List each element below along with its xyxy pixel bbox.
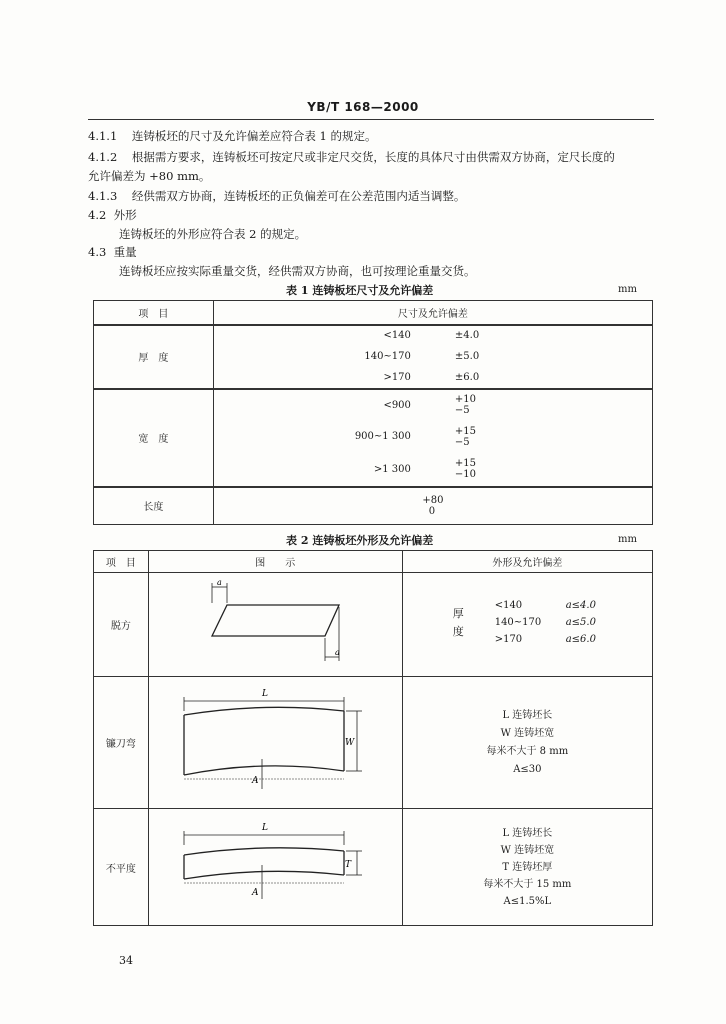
table-cell: 140~170 <box>213 346 433 367</box>
camber-tolerance-cell <box>402 677 652 809</box>
clause-text: 重量 <box>113 245 137 259</box>
row-name-flatness: 不平度 <box>94 809 149 926</box>
clause-text: 经供需双方协商，连铸板坯的正负偏差可在公差范围内适当调整。 <box>131 189 466 203</box>
table-row <box>94 809 653 926</box>
note-text: 每米不大于 8 mm <box>486 745 569 757</box>
note-text: A≤1.5%L <box>503 895 552 907</box>
table-cell: >170 <box>213 367 433 389</box>
table-cell <box>433 421 653 453</box>
table-cell: ±4.0 <box>433 325 653 346</box>
tolerance-minus: −5 <box>454 405 470 416</box>
note-text: W 连铸坯宽 <box>500 844 555 856</box>
label-W: W <box>344 738 354 748</box>
table1-header-row <box>94 301 653 325</box>
note-text: 每米不大于 15 mm <box>483 878 572 890</box>
table-cell <box>433 453 653 487</box>
flatness-notes <box>403 825 652 910</box>
table2-col-diagram: 图 示 <box>148 551 402 573</box>
range-text: <140 <box>494 600 523 611</box>
table2 <box>93 550 653 926</box>
para-4-1-2 <box>88 148 615 166</box>
table2-caption: 表 2 连铸板坯外形及允许偏差 <box>286 534 434 547</box>
table-cell: 900~1 300 <box>213 421 433 453</box>
rhomboidity-diagram-cell <box>148 573 402 677</box>
tolerance-minus: 0 <box>428 505 436 517</box>
table-cell: ±5.0 <box>433 346 653 367</box>
tolerance-minus: −10 <box>454 469 477 480</box>
note-text: A≤30 <box>513 763 542 775</box>
rhomboidity-ranges <box>495 597 542 648</box>
para-4-1-3 <box>88 187 465 205</box>
label-A: A <box>251 888 259 898</box>
table-cell <box>433 389 653 421</box>
tolerance-plus: +10 <box>454 394 477 405</box>
camber-diagram <box>149 677 402 805</box>
table1-caption: 表 1 连铸板坯尺寸及允许偏差 <box>286 284 434 297</box>
table2-header-row <box>94 551 653 573</box>
table-cell <box>213 487 652 525</box>
header-rule <box>88 119 654 120</box>
table2-col-item: 项 目 <box>94 551 149 573</box>
para-4-2 <box>119 225 306 243</box>
flatness-diagram-cell <box>148 809 402 926</box>
table-row <box>94 325 653 346</box>
table-cell: ±6.0 <box>433 367 653 389</box>
table-cell: <140 <box>213 325 433 346</box>
label-T: T <box>344 860 351 870</box>
clause-number: 4.3 <box>88 245 107 259</box>
flatness-tolerance-cell <box>402 809 652 926</box>
table-row <box>94 487 653 525</box>
range-text: >170 <box>494 634 523 645</box>
para-4-3 <box>119 262 476 280</box>
limit-text: a≤4.0 <box>565 600 596 611</box>
para-4-1-1 <box>88 127 377 145</box>
note-text: T 连铸坯厚 <box>502 861 553 873</box>
width-label: 宽 度 <box>94 389 214 487</box>
camber-notes <box>403 707 652 779</box>
clause-text: 连铸板坯的尺寸及允许偏差应符合表 1 的规定。 <box>131 129 377 143</box>
rhomboidity-tolerance-cell <box>402 573 652 677</box>
label-a-bottom: a <box>334 648 340 657</box>
table1-col-item: 项 目 <box>94 301 214 325</box>
label-A: A <box>251 776 259 786</box>
table2-col-tolerance: 外形及允许偏差 <box>402 551 652 573</box>
limit-text: a≤6.0 <box>565 634 596 645</box>
label-L: L <box>261 689 268 699</box>
camber-diagram-cell <box>148 677 402 809</box>
label-L: L <box>261 823 268 833</box>
table-row <box>94 677 653 809</box>
thickness-side-label: 厚度 <box>452 607 464 638</box>
clause-number: 4.2 <box>88 208 107 222</box>
clause-text: 连铸板坯的外形应符合表 2 的规定。 <box>119 227 307 241</box>
clause-number: 4.1.3 <box>88 189 118 203</box>
rhomboidity-limits <box>566 597 596 648</box>
clause-text: 外形 <box>113 208 137 222</box>
table-cell: <900 <box>213 389 433 421</box>
table2-unit: mm <box>618 534 637 545</box>
clause-text: 根据需方要求，连铸板坯可按定尺或非定尺交货，长度的具体尺寸由供需双方协商，定尺长度的 <box>131 150 615 164</box>
note-text: W 连铸坯宽 <box>500 727 555 739</box>
document-header: YB/T 168—2000 <box>307 100 419 114</box>
para-4-1-2-cont <box>88 167 210 185</box>
label-a-top: a <box>216 578 222 587</box>
section-4-2-heading <box>88 206 137 224</box>
range-text: 140~170 <box>494 617 542 628</box>
table-row <box>94 389 653 421</box>
tolerance-plus: +15 <box>454 458 477 469</box>
note-text: L 连铸坯长 <box>502 827 553 839</box>
flatness-diagram <box>149 809 402 922</box>
tolerance-plus: +80 <box>422 494 444 506</box>
row-name-camber: 镰刀弯 <box>94 677 149 809</box>
limit-text: a≤5.0 <box>565 617 596 628</box>
table-cell: >1 300 <box>213 453 433 487</box>
clause-number: 4.1.1 <box>88 129 118 143</box>
note-text: L 连铸坯长 <box>502 709 553 721</box>
table-row <box>94 573 653 677</box>
clause-text: 连铸板坯应按实际重量交货，经供需双方协商，也可按理论重量交货。 <box>119 264 476 278</box>
tolerance-plus: +15 <box>454 425 477 437</box>
clause-number: 4.1.2 <box>88 150 118 164</box>
rhomboidity-diagram <box>149 573 402 673</box>
table1-unit: mm <box>618 284 637 295</box>
page-number: 34 <box>119 954 133 967</box>
table1 <box>93 300 653 525</box>
row-name-rhomboidity: 脱方 <box>94 573 149 677</box>
thickness-label: 厚 度 <box>94 325 214 389</box>
section-4-3-heading <box>88 243 137 261</box>
clause-text: 允许偏差为 +80 mm。 <box>88 169 211 183</box>
table1-col-value: 尺寸及允许偏差 <box>213 301 652 325</box>
tolerance-minus: −5 <box>454 436 470 448</box>
length-label: 长度 <box>94 487 214 525</box>
